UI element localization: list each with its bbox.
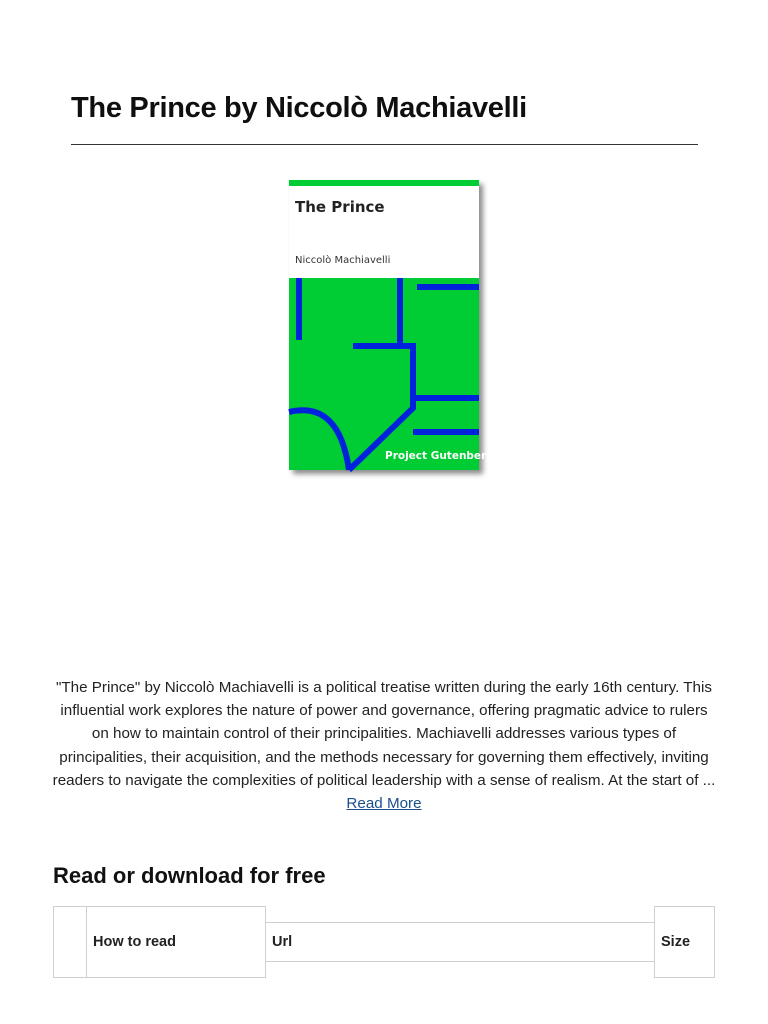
table-header-size: Size <box>654 906 715 978</box>
table-header-url: Url <box>265 922 655 962</box>
table-header-index <box>53 906 87 978</box>
book-description <box>52 676 716 815</box>
table-header-how-to-read: How to read <box>86 906 266 978</box>
cover-title: The Prince <box>295 198 385 216</box>
book-cover <box>289 180 494 470</box>
read-more-link[interactable]: Read More <box>346 795 422 813</box>
book-cover-image <box>289 180 494 470</box>
description-text: "The Prince" by Niccolò Machiavelli is a political treatise written during the early 16th century. This influential work explores the nature of power and governance, offering pragmatic advice to rulers on how to maintain control of their principalities. Machiavelli addresses various types of principalities, their acquisition, and the methods necessary for governing them effectively, inviting readers to navigate the complexities of political leadership with a sense of realism. At the start of ... <box>52 679 716 789</box>
download-section-heading: Read or download for free <box>53 863 326 888</box>
cover-publisher: Project Gutenberg <box>385 450 494 462</box>
cover-author: Niccolò Machiavelli <box>295 255 391 266</box>
download-table <box>53 906 715 978</box>
title-divider <box>71 144 698 145</box>
page-title: The Prince by Niccolò Machiavelli <box>71 92 527 124</box>
